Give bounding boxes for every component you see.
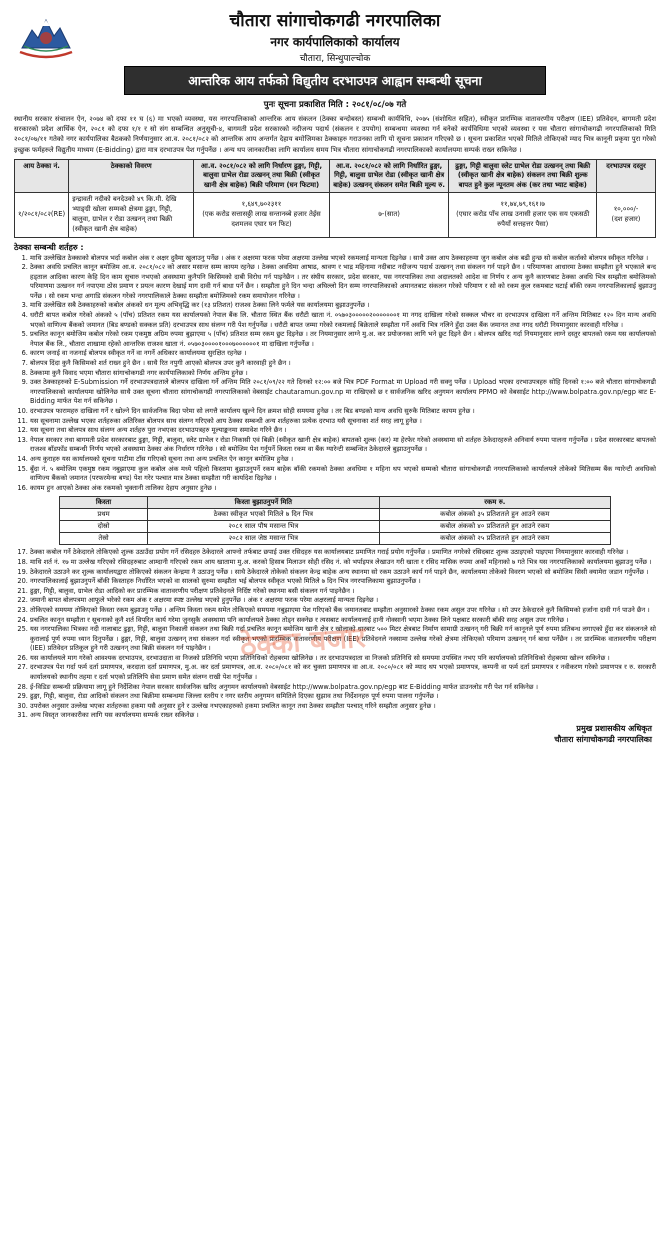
terms-title: ठेक्का सम्बन्धी शर्तहरु : xyxy=(14,242,84,252)
table-row xyxy=(59,533,610,545)
contract-table xyxy=(14,159,656,238)
col-header-fee: दरभाउपत्र दस्तुर xyxy=(597,159,656,193)
table-cell: प्रथम xyxy=(59,509,147,521)
fee-words: (दश हजार) xyxy=(611,214,641,223)
term-item: 23. तोकिएको समयमा तोकिएको किस्ता रकम बुझाउनु पर्नेछ । अन्तिम किस्ता रकम समेत तोकिएको समयमा नबुझाएमा पेश गरिएको बैंक जमानतबाट सम्झौता अनुसारको ठेक्का रकम असुल उपर गरिनेछ । सो उपर ठेकेदारले कुनै किसिमको हर्जाना दावी गर्न पाउने छैन । xyxy=(30,606,656,616)
term-item: 9. उक्त ठेक्काहरुको E-Submission गर्ने दरभाउपत्रदाताले बोलपत्र दाखिला गर्ने अन्तिम मिति २०८१/०९/२२ गते दिनको १२:०० बजे भित्र PDF Format मा Upload गरी सक्नु पर्नेछ । Upload भएका दरभाउपत्रहरु सोहि दिनको १:०० बजे चौतारा सांगाचोकगढी नगरपालिकाको कार्यालयमा खोलिनेछ साथै उक्त सूचना चौतारा सांगाचोकगढी नगरपालिकाको वेबसाईट chautaramun.gov.np मा राखिएको छ र सार्वजनिक खरिद अनुगमन कार्यालय PPMO को वेबसाईट http://www.bolpatra.gov.np/egp बाट E-Bidding मार्फत पेश गर्न सकिनेछ । xyxy=(30,378,656,407)
col-header-quantity: आ.व. २०८१/०८२ को लागि निर्धारण ढुङ्गा, गिट्टी, बालुवा ग्राभेल रोडा उत्खनन् तथा बिक्री (स्वीकृत खानी क्षेत्र बाहेक) बिक्री परिमाण (घन फिटमा) xyxy=(194,159,330,193)
signature-block xyxy=(14,723,656,745)
fee-cell xyxy=(597,193,656,237)
table-row xyxy=(59,521,610,533)
term-item: 11. यस सूचनामा उल्लेख भएका शर्तहरुका अतिरिक्त बोलपत्र साथ संलग्न गरिएको आय ठेक्का सम्बन्धी अन्य शर्तहरुका प्रत्येक दरभाउ यसै सूचनाका शर्त सरह लागू हुनेछ । xyxy=(30,417,656,427)
fee-value: १०,०००/- xyxy=(613,205,639,214)
term-item: 5. प्रचलित कानून बमोजिम कबोल गरेको रकम एकमुष्ठ अग्रिम रुपमा बुझाएमा ५ (पाँच) प्रतिशत सम्म रकम छुट दिइनेछ । तर नियमानुसार लाग्ने मु.अ. कर प्रयोजनका लागि भने छुट दिइने छैन । बोलपत्र खरिद गर्दा नियमानुसार लाग्ने दस्तुर बापतको रकम यस कार्यालयको नेपाल बैंक लि., चौतारा शाखामा रहेको आन्तरिक राजश्व खाता नं. ०५७०३००००१०००७००००००१ मा दाखिला गर्नुपर्नेछ । xyxy=(30,330,656,349)
term-item: 14. अन्य कुराहरु यस कार्यालयको सूचना पाटीमा टाँस गरिएको सूचना तथा अन्य प्रचलित ऐन कानून बमोजिम हुनेछ । xyxy=(30,455,656,465)
col-header-installment-amount: रकम रु. xyxy=(379,497,610,509)
col-header-due-date: किस्ता बुझाउनुपर्ने मिति xyxy=(148,497,379,509)
term-item: 16. कायम हुन आएको ठेक्का अंक रकमको भुक्तानी तालिका देहाय अनुसार हुनेछ । xyxy=(30,484,656,494)
term-item: 8. ठेक्कामा कुनै विवाद भएमा चौतारा सांगाचोकगढी नगर कार्यपालिकाको निर्णय अन्तिम हुनेछ । xyxy=(30,369,656,379)
table-cell: ठेक्का स्वीकृत भएको मितिले ७ दिन भित्र xyxy=(148,509,379,521)
term-item: 20. नगरपालिकालाई बुझाउनुपर्ने बाँकी किस्ताहरु निर्धारित भएको वा सालको सुरुमा सम्झौता भई बोलपत्र स्वीकृत भएको मितिले ७ दिन भित्र नगरपालिकामा बुझाउनुपर्नेछ । xyxy=(30,577,656,587)
term-item: 2. ठेक्का अवधि प्रचलित कानून बमोजिम आ.व. २०८१/०८२ को असार मसान्त सम्म कायम रहनेछ । ठेक्का अवधिमा आषाढ, श्रावण र भाद्र महिनामा नदीबाट नदीजन्य पदार्थ उत्खनन् तथा संकलन गर्न पाइने छैन । परिमाणका आधारमा ठेक्का सम्झौता हुने भएकाले बन्द हड्ताल आदिका कारण केहि दिन काम सुचारु नभएको अवस्थामा कुनैपनि किसिमको दाबी विरोध गर्न पाइनेछैन । तर संघीय सरकार, प्रदेश सरकार, यस नगरपालिका तथा अदालतको आदेश वा निर्णय र अन्य कुनै कारणबाट ठेक्का अवधि भित्र सम्झौता बमोजिमको परिमाणमा उत्खनन गर्न नपाएमा ठोस प्रमाण र प्रयत्न कारण देखाई माग दावी गर्न बाधा पर्ने छैन । सम्झौता हुने दिन भन्दा अघिल्लो दिन सम्म नगरपालिकाको अमानतबाट संकलन गरेको परिमाण र सो को रकम कुल रकमबाट घटाई बाँकी रकम नगरपालिकालाई बुझाउनु पर्नेछ । सो रकम भन्दा अगाडि संकलन गरेको नगरपालिकाले ठेक्का सम्झौता बमोजिमको रकम समायोजन गरिनेछ । xyxy=(30,263,656,301)
republish-date: पुनः सूचना प्रकाशित मिति : २०८१/०८/०७ गते xyxy=(263,100,407,110)
term-item: 18. माथि शर्त नं. १७ मा उल्लेख गरिएको रसिदहरुबाट आम्दानी गरिएको रकम आय खातामा मु.अ. करको हिसाब मिलाउन सोही रसिद नं. को भर्पाइपत्र लेखाउन गरी खाता र रसिद मासिक रुपमा अर्को महिनाको ७ गते भित्र यस नगरपालिकाको कार्यालयमा बुझाउनु पर्नेछ । xyxy=(30,558,656,568)
org-name: चौतारा सांगाचोकगढी नगरपालिका xyxy=(229,11,441,31)
term-item: 12. यस सूचना तथा बोलपत्र साथ संलग्न अन्य शर्तहरु पुरा नभएका दरभाउपत्रहरु मूल्याङ्कनमा समावेश गरिने छैन । xyxy=(30,426,656,436)
table-cell: २०८१ साल पौष मसान्त भित्र xyxy=(148,521,379,533)
amount-words: (एघार करोड पाँच लाख उनासी हजार एक सय एकसठी रुपैयाँ सत्तहत्तर पैसा) xyxy=(456,210,590,228)
amount-cell xyxy=(449,193,597,237)
col-header-contract-no: आय ठेक्का नं. xyxy=(15,159,69,193)
col-header-rate: आ.व. २०८१/०८२ को लागि निर्धारित ढुङ्गा, गिट्टी, बालुवा ग्राभेल रोडा (स्वीकृत खानी क्षेत्र बाहेक) उत्खनन् संकलन समेत बिक्री मूल्य रु. xyxy=(329,159,449,193)
rate-value: ७-(सात) xyxy=(329,193,449,237)
term-item: 15. बुँदा नं. ५ बमोजिम एकमुष्ठ रकम नबुझाएमा कुल कबोल अंक मध्ये पहिलो किस्तामा बुझाउनुपर्ने रकम बाहेक बाँकी रकमको ठेक्का अवधिमा १ महिना थप भएको सम्मको चौतारा सांगाचोकगढी नगरपालिकाको कार्यालयले तोकेको मितिसम्म बैंक ग्यारेन्टी अवधिको वाणिज्य बैंकको जमानत (परफरमेन्स बण्ड) पेश गरेर पश्चात मात्र ठेक्का सम्झौता गरी कार्यादेश दिइनेछ । xyxy=(30,465,656,484)
watermark: ठेक्का बजार xyxy=(239,620,367,663)
installment-table xyxy=(59,496,611,545)
amount-value: ११,७४,७९,१६१।७ xyxy=(500,200,545,209)
table-cell: कबोल अंकको २५ प्रतिशतले हुन आउने रकम xyxy=(379,533,610,545)
table-cell: दोस्रो xyxy=(59,521,147,533)
table-row xyxy=(59,509,610,521)
term-item: 10. दरभाउपत्र फारामहरु दाखिला गर्ने र खोल्ने दिन सार्वजनिक बिदा परेमा सो लगत्तै कार्यालय खुल्ने दिन क्रमश सोही समयमा हुनेछ । तर बिड बण्डको मान्य अवधि सुरुकै मितिबाट कायम हुनेछ । xyxy=(30,407,656,417)
office-name: नगर कार्यपालिकाको कार्यालय xyxy=(270,35,400,49)
term-item: 30. उपरोक्त अनुसार उल्लेख भएका शर्तहरुका हकमा यसै अनुसार हुने र उल्लेख नभएकाहरुको हकमा प्रचलित कानून तथा ठेक्का सम्झौता पश्चात् गरिने सम्झौता अनुसार हुनेछ । xyxy=(30,702,656,712)
term-item: 28. ई-विडिङ सम्बन्धी प्रक्रियामा लागू हुने निर्देशिका नेपाल सरकार सार्वजनिक खरिद अनुगमन कार्यालयको वेबसाईट http://www.bolpatra.gov.np/egp बाट E-Bidding मार्फत डाउनलोड गरी पेश गर्न सकिनेछ । xyxy=(30,683,656,693)
term-item: 26. यस कार्यालयले माग गरेको आवश्यक दरभाउपत्र, दरभाउदाता वा निजको प्रतिनिधि भएमा प्रतिनिधिको रोहबरमा खोलिनेछ । तर दरभाउपत्रदाता वा निजको प्रतिनिधि सो समयमा उपस्थित नभए पनि कार्यालयको प्रतिनिधिको रोहबरमा खोल्न सकिनेछ । xyxy=(30,654,656,664)
term-item: 7. बोलपत्र दिंदा कुनै किसिमको शर्त राख्न हुने छैन । साथै रित नपुगी आएको बोलपत्र उपर कुनै कारवाही हुने छैन । xyxy=(30,359,656,369)
government-emblem-icon xyxy=(18,8,74,60)
contract-no: १/२०८१/०८२(RE) xyxy=(15,193,69,237)
table-cell: २०८२ साल जेष्ठ मसान्त भित्र xyxy=(148,533,379,545)
col-header-installment: किस्ता xyxy=(59,497,147,509)
col-header-amount: ढुङ्गा, गिट्टी बालुवा स्लेट ग्राभेल रोडा उत्खनन् तथा बिक्री (स्वीकृत खानी क्षेत्र बाहेक) संकलन तथा बिक्री शुल्क बापत हुने कुल न्यूनतम अंक (कर तथा भ्याट बाहेक) xyxy=(449,159,597,193)
term-item: 13. नेपाल सरकार तथा बागमती प्रदेश सरकारबाट ढुङ्गा, गिट्टी, बालुवा, स्लेट ग्राभेल र रोडा निकासी एवं बिक्री (स्वीकृत खानी क्षेत्र बाहेक) बापतको शुल्क (कर) मा हेरफेर गरेको अवस्थामा सो शर्तहरु ठेकेदारहरुले अनिवार्य रुपमा पालना गर्नुपर्नेछ । प्रदेश सरकारबाट बापतको राजश्व बाँडफाँड सम्बन्धी निर्णय भएको अवस्थामा ठेक्का अंक निर्धारण गरिनेछ । सो बमोजिम पेश गर्नुपर्ने किस्ता रकम वा बैंक ग्यारेन्टी सम्बन्धित ठेकेदारले बुझाउनुपर्नेछ । xyxy=(30,436,656,455)
table-cell: कबोल अंकको ३५ प्रतिशतले हुन आउने रकम xyxy=(379,509,610,521)
term-item: 24. प्रचलित कानून सम्झौता र सूचनाको कुनै शर्त विपरित कार्य गरेमा जुनसुकै अवस्थामा पनि कार्यालयले ठेक्का तोड्न सक्नेछ र त्यसबाट कार्यालयलाई हानी नोक्सानी भएमा ठेक्का लिने पक्षबाट सरकारी बाँकी सरह असुल उपर गरिनेछ । xyxy=(30,616,656,626)
table-cell: कबोल अंकको ४० प्रतिशतले हुन आउने रकम xyxy=(379,521,610,533)
term-item: 21. ढुङ्गा, गिट्टी, बालुवा, ग्राभेल रोडा आदिको कर प्रारम्भिक वातावरणीय परीक्षण प्रतिवेदनले निर्दिष्ट गरेको स्थानमा बसी संकलन गर्न पाइनेछैन । xyxy=(30,587,656,597)
term-item: 25. यस नगरपालिका भित्रका नदी नालाबाट ढुङ्गा, गिट्टी, बालुवा निकाली संकलन तथा बिक्री गर्दा प्रचलित कानून बमोजिम खानी क्षेत्र र खोलाको धारबाट ५०० मिटर क्षेत्रबाट निर्माण सामाग्री उत्खनन् गरी बिक्री गर्न कानूनले पूर्ण रुपमा प्रतिबन्ध लगाएको हुँदा कर संकलनले सो कुरालाई पूर्ण रुपमा ध्यान दिनुपर्नेछ । ढुङ्गा, गिट्टी, बालुवा उत्खनन् तथा संकलन गर्दा स्वीकृत भएको प्रारम्भिक वातावरणीय परीक्षण (IEE) प्रतिवेदनले नक्सामा उल्लेख गरेको क्षेत्रमा तोकिएको परिमाण उत्खनन् गर्न बाधा पर्नेछैन । तर प्रारम्भिक वातावरणीय परीक्षण (IEE) प्रतिवेदन प्रतिकूल हुने गरी उत्खनन् तथा बिक्री संकलन गर्न पाइनेछैन । xyxy=(30,625,656,654)
term-item: 29. ढुङ्गा, गिट्टी, बालुवा, रोडा आदिको संकलन तथा बिक्रीमा सम्बन्धमा जिल्ला स्तरीय र नगर स्तरीय अनुगमन समितिले दिएका सुझाव तथा निर्देशनहरु पूर्ण रुपमा पालना गर्नुपर्नेछ । xyxy=(30,692,656,702)
table-cell: तेस्रो xyxy=(59,533,147,545)
term-item: 1. माथि उल्लेखित ठेक्काको बोलपत्र भर्दा कबोल अंक र अक्षर दुवैमा खुलाउनु पर्नेछ । अंक र अक्षरमा फरक परेमा अक्षरमा उल्लेख भएको रकमलाई मान्यता दिइनेछ । साथै उक्त आय ठेक्काहरुमा जुन कबोल अंक बढी हुन्छ सो कबोल कर्ताको बोलपत्र स्वीकृत गरिनेछ । xyxy=(30,254,656,264)
signatory-org: चौतारा सांगाचोकगढी नगरपालिका xyxy=(554,735,652,745)
term-item: 17. ठेक्का कबोल गर्ने ठेकेदारले तोकिएको शुल्क उठाउँदा प्रयोग गर्ने रसिदहरु ठेकेदारले आफ्नो तर्फबाट छपाई उक्त रसिदहरु यस कार्यालयबाट प्रमाणित गराई प्रयोग गर्नुपर्नेछ । प्रमाणित नगरेको रसिदबाट शुल्क उठाइएको पाइएमा नियमानुसार कारवाही गरिनेछ । xyxy=(30,548,656,558)
term-item: 27. दरभाउपत्र पेश गर्दा फर्म दर्ता प्रमाणपत्र, करदाता दर्ता प्रमाणपत्र, मु.अ. कर दर्ता प्रमाणपत्र, आ.व. २०८०/०८१ को कर चुक्ता प्रमाणपत्र वा आ.व. २०८०/०८१ को म्याद थप भएको प्रमाणपत्र, कम्पनी वा फर्म दर्ता प्रमाणपत्र र नवीकरण गरेको प्रमाणपत्र र रु. सरकारी कार्यालयको स्थानीय तहमा र दर्ता भएको प्रतिलिपि सेवा प्रमाण समेत संलग्न राखी पेश गर्नुपर्नेछ । xyxy=(30,663,656,682)
signatory-designation: प्रमुख प्रशासकीय अधिकृत xyxy=(576,724,652,734)
term-item: 4. धरौटी बापत कबोल गरेको अंकको ५ (पाँच) प्रतिशत रकम यस कार्यालयको नेपाल बैंक लि. चौतारा स्थित बैंक धरौटी खाता नं. ०५७०३०००००२०००००००१ मा नगद दाखिला गरेको सक्कल भौचर वा दरभाउपत्र दाखिला गर्ने अन्तिम मितिबाट १२० दिन मान्य अवधि भएको वाणिज्य बैंकको जमानत (बिड बण्डको सक्कल प्रति) दरभाउपत्र साथ संलग्न गरी पेश गर्नुपर्नेछ । धरौटी बापत जम्मा गरेको रकमलाई बिक्रेताले सम्झौता गर्ने अवधि भित्र नलिने हुँदा उक्त बैंक जमानत तथा नगद धरौटी नियमानुसार कारवाही गरिनेछ । xyxy=(30,311,656,330)
header xyxy=(14,8,656,64)
term-item: 22. जमानी बापत बोलपत्रमा आफूले भरेको रकम अंक र अक्षरमा स्पष्ट उल्लेख भएको हुनुपर्नेछ । अंक र अक्षरमा फरक परेमा अक्षरलाई मान्यता दिइनेछ । xyxy=(30,596,656,606)
notice-title: आन्तरिक आय तर्फको विद्युतीय दरभाउपत्र आह्वान सम्बन्धी सूचना xyxy=(124,66,546,95)
terms-list xyxy=(14,254,656,494)
intro-paragraph: स्थानीय सरकार संचालन ऐन, २०७४ को दफा ११ घ (६) मा भएको व्यवस्था, यस नगरपालिकाको आन्तरिक आय संकलन (ठेक्का बन्दोबस्त) सम्बन्धी कार्यविधि, २०७५ (संशोधित सहित), स्वीकृत प्रारम्भिक वातावरणीय परीक्षण (IEE) प्रतिवेदन, बागमती प्रदेश सरकारको प्रदेश आर्थिक ऐन, २०८१ को दफा १/१ र सो संग सम्बन्धित अनुसूची-४, बागमती प्रदेश सरकारको नदीजन्य पदार्थ (संकलन र उपयोग) सम्बन्धमा व्यवस्था गर्न बनेको कार्यविधिमा भएको व्यवस्था र यस चौतारा सांगाचोकगढी नगरपालिकाको मिति २०८१/०७/११ गतेको नगर कार्यपालिका बैठकको निर्णयानुसार आ.व. २०८१/०८२ को आन्तरिक आय अन्तर्गत देहाय बमोजिमका ठेक्काहरु गराउनका लागि यो सूचना प्रकाशन गरिएको छ । सूचना प्रकाशित भएको मितिले तोकिएको म्याद भित्र कानूनी प्रकृया पुरा गरेको इच्छुक फर्महरुले विद्युतीय माध्यम (E-Bidding) द्वारा मात्र दरभाउपत्र पेश गर्नुपर्नेछ । अन्य थप जानकारीका लागि कार्यालय समय भित्र चौतारा सांगाचोकगढी नगरपालिकाको कार्यालयमा सम्पर्क राख्न सकिनेछ । xyxy=(14,115,656,154)
contract-description: इन्द्रावती नदीको बनदेउको ४९ कि.मी. देखि भ्याङ्ग्री खोला सम्मको क्षेत्रमा ढुङ्गा, गिट्टी, बालुवा, ग्राभेल र रोडा उत्खनन् तथा बिक्री (स्वीकृत खानी क्षेत्र बाहेक) xyxy=(69,193,194,237)
quantity-value: १,६४९,७०२३११ xyxy=(241,200,282,209)
quantity-words: (एक करोड सत्तासठ्ठी लाख सन्तानब्बे हजार तेईस दशमलव एघार घन फिट) xyxy=(202,210,321,228)
col-header-description: ठेक्काको विवरण xyxy=(69,159,194,193)
term-item: 3. माथि उल्लेखित सबै ठेक्काहरुको कबोल अंकको धन मूल्य अभिवृद्धि कर (१३ प्रतिशत) राजश्व ठेक्का लिने फर्मले यस कार्यालयमा बुझाउनुपर्नेछ । xyxy=(30,301,656,311)
office-address: चौतारा, सिन्धुपाल्चोक xyxy=(299,54,371,64)
table-row xyxy=(15,193,656,237)
installment-table-header xyxy=(59,497,610,509)
term-item: 6. कारण जनाई वा नजनाई बोलपत्र स्वीकृत गर्ने वा नगर्ने अधिकार कार्यालयमा सुरक्षित रहनेछ । xyxy=(30,349,656,359)
term-item: 31. अन्य विस्तृत जानकारीका लागि यस कार्यालयमा सम्पर्क राख्न सकिनेछ । xyxy=(30,711,656,721)
contract-table-header xyxy=(15,159,656,193)
term-item: 19. ठेकेदारले उठाउने कर शुल्क कार्यालयद्वारा तोकिएको संकलन केन्द्रमा नै उठाउनु पर्नेछ । साथै ठेकेदारले तोकेको संकलन केन्द्र बाहेक अन्य स्थानमा सो रकम उठाउने कार्य गर्न पाइने छैन, कार्यालयमा तोकेको विवरण भएको सो बमोजिम सिसी क्यामेरा जडान गर्नुपर्नेछ । xyxy=(30,568,656,578)
quantity-cell xyxy=(194,193,330,237)
